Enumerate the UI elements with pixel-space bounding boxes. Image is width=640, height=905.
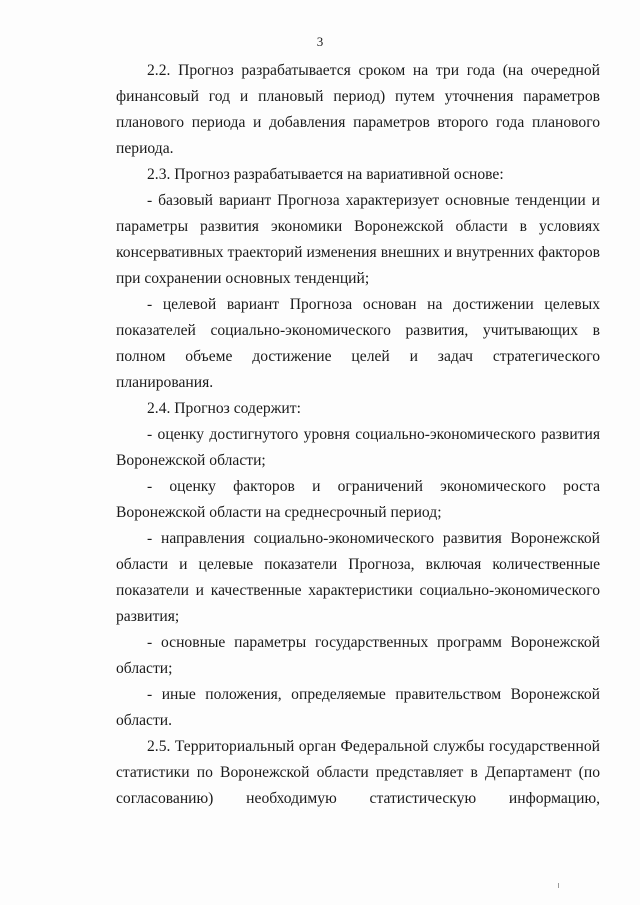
paragraph-2-2: 2.2. Прогноз разрабатывается сроком на три года (на очередной финансовый год и плановый период) путем уточнения параметров планового периода и добавления параметров второго года планового периода.: [116, 62, 600, 157]
list-item-development-directions: - направления социально-экономического развития Воронежской области и целевые показатели Прогноза, включая количественные показатели и качественные характеристики социально-экономического развития;: [116, 530, 600, 625]
paragraph-2-5: 2.5. Территориальный орган Федеральной службы государственной статистики по Воронежской области представляет в Департамент (по согласованию) необходимую статистическую информацию,: [116, 738, 600, 807]
list-item-other-provisions: - иные положения, определяемые правительством Воронежской области.: [116, 686, 600, 729]
list-item-target-variant: - целевой вариант Прогноза основан на достижении целевых показателей социально-экономического развития, учитывающих в полном объеме достижение целей и задач стратегического планирования.: [116, 296, 600, 391]
scan-artifact-mark: [558, 883, 559, 888]
document-body: [116, 58, 600, 812]
paragraph-2-4: 2.4. Прогноз содержит:: [147, 400, 301, 417]
list-item-growth-factors: - оценку факторов и ограничений экономического роста Воронежской области на среднесрочный период;: [116, 478, 600, 521]
list-item-achieved-level: - оценку достигнутого уровня социально-экономического развития Воронежской области;: [116, 426, 600, 469]
page-number: 3: [316, 34, 324, 49]
list-item-program-parameters: - основные параметры государственных программ Воронежской области;: [116, 634, 600, 677]
list-item-base-variant: - базовый вариант Прогноза характеризует основные тенденции и параметры развития экономики Воронежской области в условиях консервативных траекторий изменения внешних и внутренних факторов при сохранении основных тенденций;: [116, 192, 600, 287]
paragraph-2-3: 2.3. Прогноз разрабатывается на вариативной основе:: [147, 166, 504, 183]
